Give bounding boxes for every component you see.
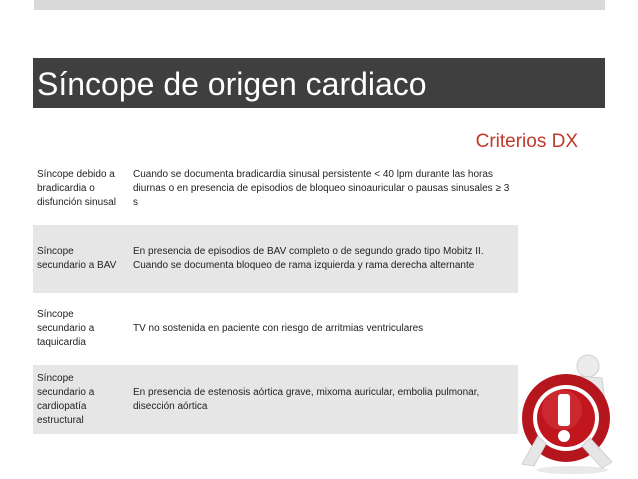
syncope-type-cell: Síncope secundario a cardiopatía estructural [33, 364, 123, 434]
table-row [33, 154, 518, 224]
syncope-type-cell: Síncope debido a bradicardia o disfunción sinusal [37, 168, 116, 208]
warning-figure-icon [520, 352, 624, 476]
criteria-cell: Cuando se documenta bradicardia sinusal persistente < 40 lpm durante las horas diurnas o en presencia de episodios de bloqueo sinoauricular o pausas sinusales ≥ 3 s [133, 168, 510, 208]
table-row [33, 224, 518, 294]
criteria-cell: En presencia de episodios de BAV completo o de segundo grado tipo Mobitz II. Cuando se documenta bloqueo de rama izquierda y rama derecha alternante [123, 224, 518, 294]
criteria-cell: En presencia de estenosis aórtica grave, mixoma auricular, embolia pulmonar, disección aórtica [123, 364, 518, 434]
table-row [33, 364, 518, 434]
slide-title: Síncope de origen cardiaco [37, 66, 427, 102]
criteria-table [33, 154, 518, 434]
title-bar [33, 58, 605, 108]
table-row [33, 294, 518, 364]
criteria-cell: TV no sostenida en paciente con riesgo de arritmias ventriculares [123, 294, 518, 364]
syncope-type-cell: Síncope secundario a taquicardia [33, 294, 123, 364]
top-decorative-bar [34, 0, 605, 10]
slide-subtitle: Criterios DX [475, 131, 578, 152]
syncope-type-cell: Síncope secundario a BAV [33, 224, 123, 294]
